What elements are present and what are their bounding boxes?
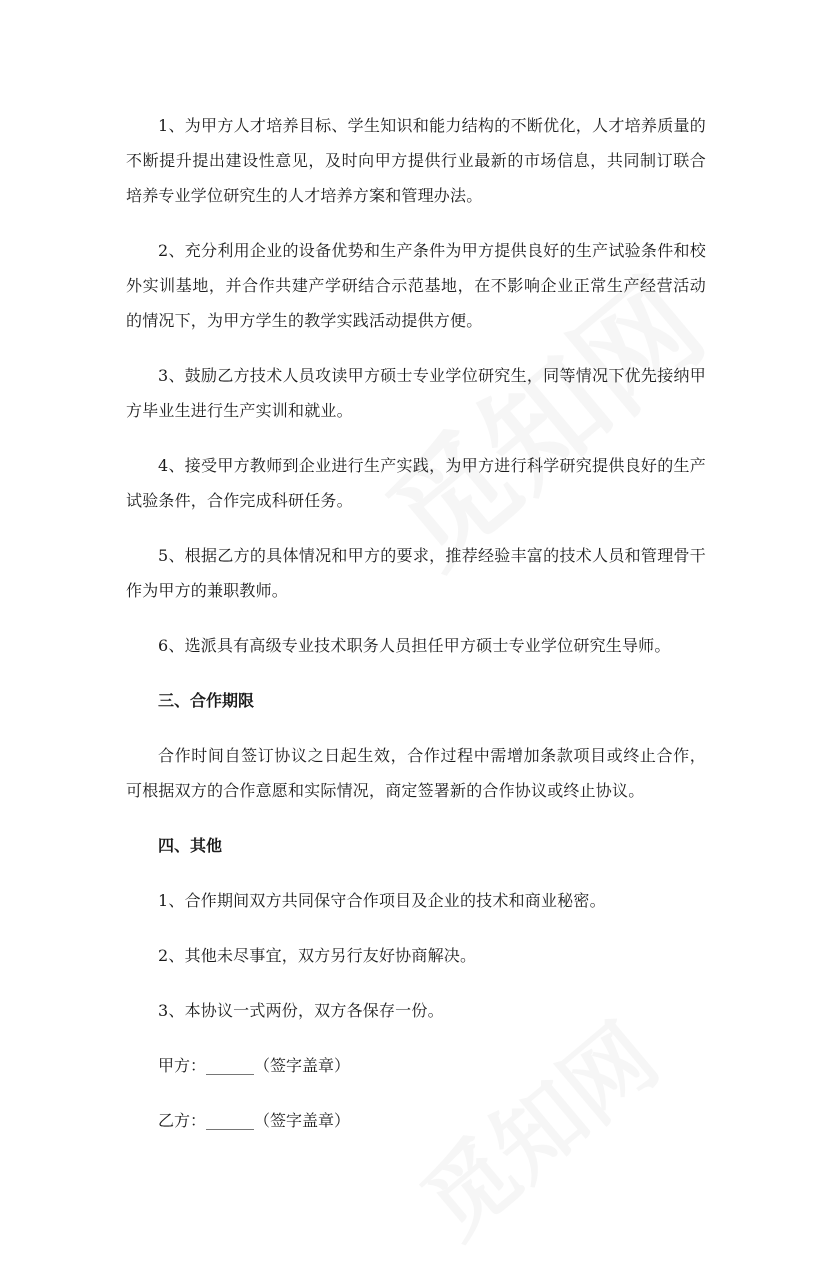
document-body: [126, 108, 706, 1158]
section-4-title: 四、其他: [158, 836, 223, 855]
section-3-title: 三、合作期限: [158, 691, 255, 710]
section-4-item-1: 1、合作期间双方共同保守合作项目及企业的技术和商业秘密。: [158, 891, 606, 910]
clause-1: 1、为甲方人才培养目标、学生知识和能力结构的不断优化，人才培养质量的不断提升提出建设性意见，及时向甲方提供行业最新的市场信息，共同制订联合培养专业学位研究生的人才培养方案和管理办法。: [126, 116, 706, 205]
section-3-text: 合作时间自签订协议之日起生效，合作过程中需增加条款项目或终止合作，可根据双方的合作意愿和实际情况，商定签署新的合作协议或终止协议。: [126, 746, 706, 800]
clause-5: 5、根据乙方的具体情况和甲方的要求，推荐经验丰富的技术人员和管理骨干作为甲方的兼职教师。: [126, 546, 706, 600]
clause-6: 6、选派具有高级专业技术职务人员担任甲方硕士专业学位研究生导师。: [158, 636, 671, 655]
section-4-item-3: 3、本协议一式两份，双方各保存一份。: [158, 1001, 444, 1020]
clause-4: 4、接受甲方教师到企业进行生产实践，为甲方进行科学研究提供良好的生产试验条件，合作完成科研任务。: [126, 456, 706, 510]
clause-3: 3、鼓励乙方技术人员攻读甲方硕士专业学位研究生，同等情况下优先接纳甲方毕业生进行生产实训和就业。: [126, 366, 706, 420]
clause-2: 2、充分利用企业的设备优势和生产条件为甲方提供良好的生产试验条件和校外实训基地，并合作共建产学研结合示范基地，在不影响企业正常生产经营活动的情况下，为甲方学生的教学实践活动提供方便。: [126, 241, 706, 330]
party-a-signature: 甲方：______（签字盖章）: [158, 1056, 351, 1075]
section-4-item-2: 2、其他未尽事宜，双方另行友好协商解决。: [158, 946, 477, 965]
party-b-signature: 乙方：______（签字盖章）: [158, 1111, 351, 1130]
